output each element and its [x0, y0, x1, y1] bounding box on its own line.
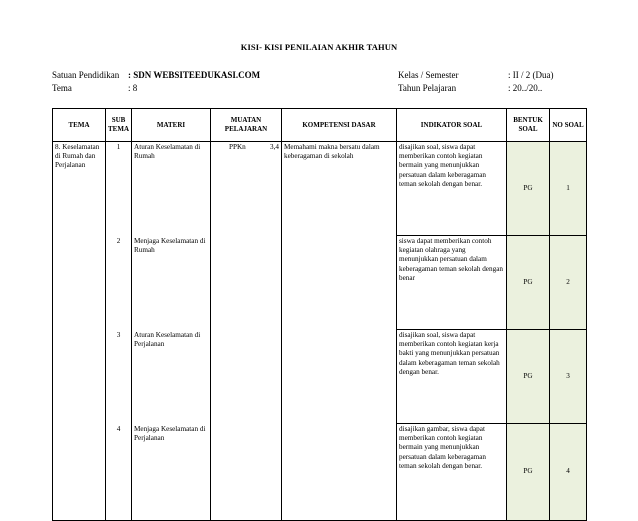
kd-text: Memahami makna bersatu dalam keberagaman di sekolah	[284, 143, 380, 161]
sub-tema-4: 4	[116, 425, 121, 433]
bentuk-2: PG	[507, 236, 549, 330]
sub-tema-1: 1	[116, 143, 121, 151]
header-no-soal: NO SOAL	[550, 109, 587, 142]
header-kompetensi-dasar: KOMPETENSI DASAR	[282, 109, 397, 142]
muatan-text: PPKn	[229, 143, 246, 151]
meta-right	[398, 69, 553, 95]
bentuk-1: PG	[507, 142, 549, 236]
document-title: KISI- KISI PENILAIAN AKHIR TAHUN	[240, 42, 398, 52]
header-tema: TEMA	[53, 109, 106, 142]
materi-1: Aturan Keselamatan di Rumah	[134, 143, 201, 161]
meta-label: Kelas / Semester	[398, 70, 459, 80]
sub-tema-3: 3	[116, 331, 121, 339]
header-indikator: INDIKATOR SOAL	[397, 109, 507, 142]
materi-4: Menjaga Keselamatan di Perjalanan	[134, 425, 206, 443]
indikator-4: disajikan gambar, siswa dapat memberikan contoh kegiatan bermain yang menunjukkan persatuan dalam keberagaman teman sekolah dengan benar.	[399, 425, 487, 470]
kd-number: 3,4	[270, 143, 279, 151]
no-2: 2	[550, 236, 586, 330]
materi-2: Menjaga Keselamatan di Rumah	[134, 237, 206, 255]
kisi-kisi-table	[52, 108, 587, 521]
indikator-2: siswa dapat memberikan contoh kegiatan olahraga yang menunjukkan persatuan dalam keberagaman teman sekolah dengan benar	[397, 236, 506, 330]
bentuk-3: PG	[507, 330, 549, 424]
kd-cell	[282, 142, 397, 521]
meta-value: : SDN WEBSITEEDUKASI.COM	[128, 70, 261, 80]
indikator-cell	[397, 142, 507, 521]
table-row	[53, 142, 587, 521]
header-muatan: MUATAN PELAJARAN	[211, 109, 282, 142]
meta-value: : 20../20..	[508, 83, 543, 93]
sub-tema-cell	[106, 142, 132, 521]
no-4: 4	[550, 424, 586, 520]
sub-tema-2: 2	[116, 237, 121, 245]
bentuk-cell	[507, 142, 550, 521]
meta-row-tahun	[398, 82, 553, 95]
meta-row-tema	[52, 82, 260, 95]
tema-text: 8. Keselamatan di Rumah dan Perjalanan	[55, 143, 100, 170]
no-3: 3	[550, 330, 586, 424]
meta-row-kelas	[398, 69, 553, 82]
bentuk-4: PG	[507, 424, 549, 520]
materi-cell	[132, 142, 211, 521]
header-bentuk-soal: BENTUK SOAL	[507, 109, 550, 142]
meta-row-satuan	[52, 69, 260, 82]
indikator-1: disajikan soal, siswa dapat memberikan contoh kegiatan bermain yang menunjukkan persatuan dalam keberagaman teman sekolah dengan benar.	[397, 142, 506, 236]
meta-value: : 8	[128, 83, 138, 93]
tema-cell	[53, 142, 106, 521]
no-1: 1	[550, 142, 586, 236]
indikator-3: disajikan soal, siswa dapat memberikan contoh kegiatan kerja bakti yang menunjukkan persatuan dalam keberagaman teman sekolah dengan benar.	[397, 330, 506, 424]
meta-label: Tahun Pelajaran	[398, 83, 457, 93]
meta-label: Tema	[52, 83, 72, 93]
no-cell	[550, 142, 587, 521]
meta-label: Satuan Pendidikan	[52, 70, 120, 80]
table-header-row	[53, 109, 587, 142]
header-sub-tema: SUB TEMA	[106, 109, 132, 142]
materi-3: Aturan Keselamatan di Perjalanan	[134, 331, 201, 349]
meta-value: : II / 2 (Dua)	[508, 70, 554, 80]
muatan-cell	[211, 142, 282, 521]
meta-left	[52, 69, 260, 95]
header-materi: MATERI	[132, 109, 211, 142]
